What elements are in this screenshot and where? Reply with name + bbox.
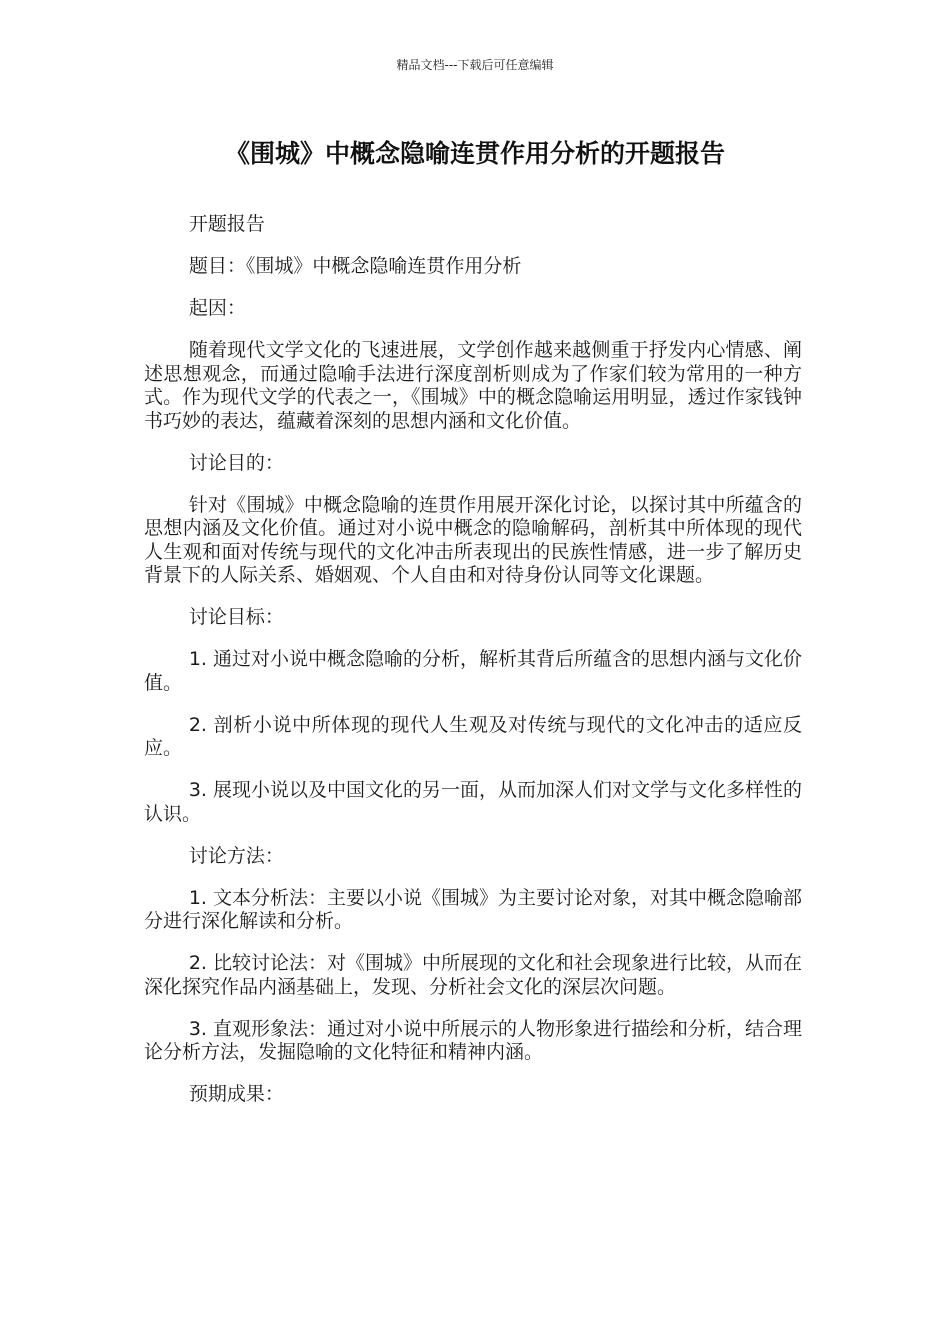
section-heading-purpose: 讨论目的： <box>188 451 284 474</box>
method-item-1: 1. 文本分析法：主要以小说《围城》为主要讨论对象，对其中概念隐喻部分进行深化解读和分析。 <box>144 886 802 932</box>
section-heading-expected-results: 预期成果： <box>188 1083 284 1105</box>
section-heading-origin: 起因： <box>188 297 246 319</box>
section-heading-goals: 讨论目标： <box>188 606 284 628</box>
method-item-2: 2. 比较讨论法：对《围城》中所展现的文化和社会现象进行比较，从而在深化探究作品内涵基础上，发现、分析社会文化的深层次问题。 <box>144 952 802 998</box>
section-heading-methods: 讨论方法： <box>188 844 284 867</box>
header-note: 精品文档---下载后可任意编辑 <box>396 58 554 72</box>
section-label-report: 开题报告 <box>188 213 265 235</box>
method-item-3: 3. 直观形象法：通过对小说中所展示的人物形象进行描绘和分析，结合理论分析方法，发掘隐喻的文化特征和精神内涵。 <box>144 1017 802 1063</box>
document-title: 《围城》中概念隐喻连贯作用分析的开题报告 <box>224 139 725 168</box>
goal-item-1: 1. 通过对小说中概念隐喻的分析，解析其背后所蕴含的思想内涵与文化价值。 <box>144 648 802 694</box>
goal-item-2: 2. 剖析小说中所体现的现代人生观及对传统与现代的文化冲击的适应反应。 <box>144 713 802 759</box>
document-body <box>144 213 802 1125</box>
purpose-paragraph: 针对《围城》中概念隐喻的连贯作用展开深化讨论，以探讨其中所蕴含的思想内涵及文化价值。通过对小说中概念的隐喻解码，剖析其中所体现的现代人生观和面对传统与现代的文化冲击所表现出的民族性情感，进一步了解历史背景下的人际关系、婚姻观、个人自由和对待身份认同等文化课题。 <box>144 493 802 586</box>
topic-line: 题目：《围城》中概念隐喻连贯作用分析 <box>188 255 522 277</box>
goal-item-3: 3. 展现小说以及中国文化的另一面，从而加深人们对文学与文化多样性的认识。 <box>144 779 802 825</box>
origin-paragraph: 随着现代文学文化的飞速进展，文学创作越来越侧重于抒发内心情感、阐述思想观念，而通过隐喻手法进行深度剖析则成为了作家们较为常用的一种方式。作为现代文学的代表之一，《围城》中的概念隐喻运用明显，透过作家钱钟书巧妙的表达，蕴藏着深刻的思想内涵和文化价值。 <box>144 339 802 432</box>
